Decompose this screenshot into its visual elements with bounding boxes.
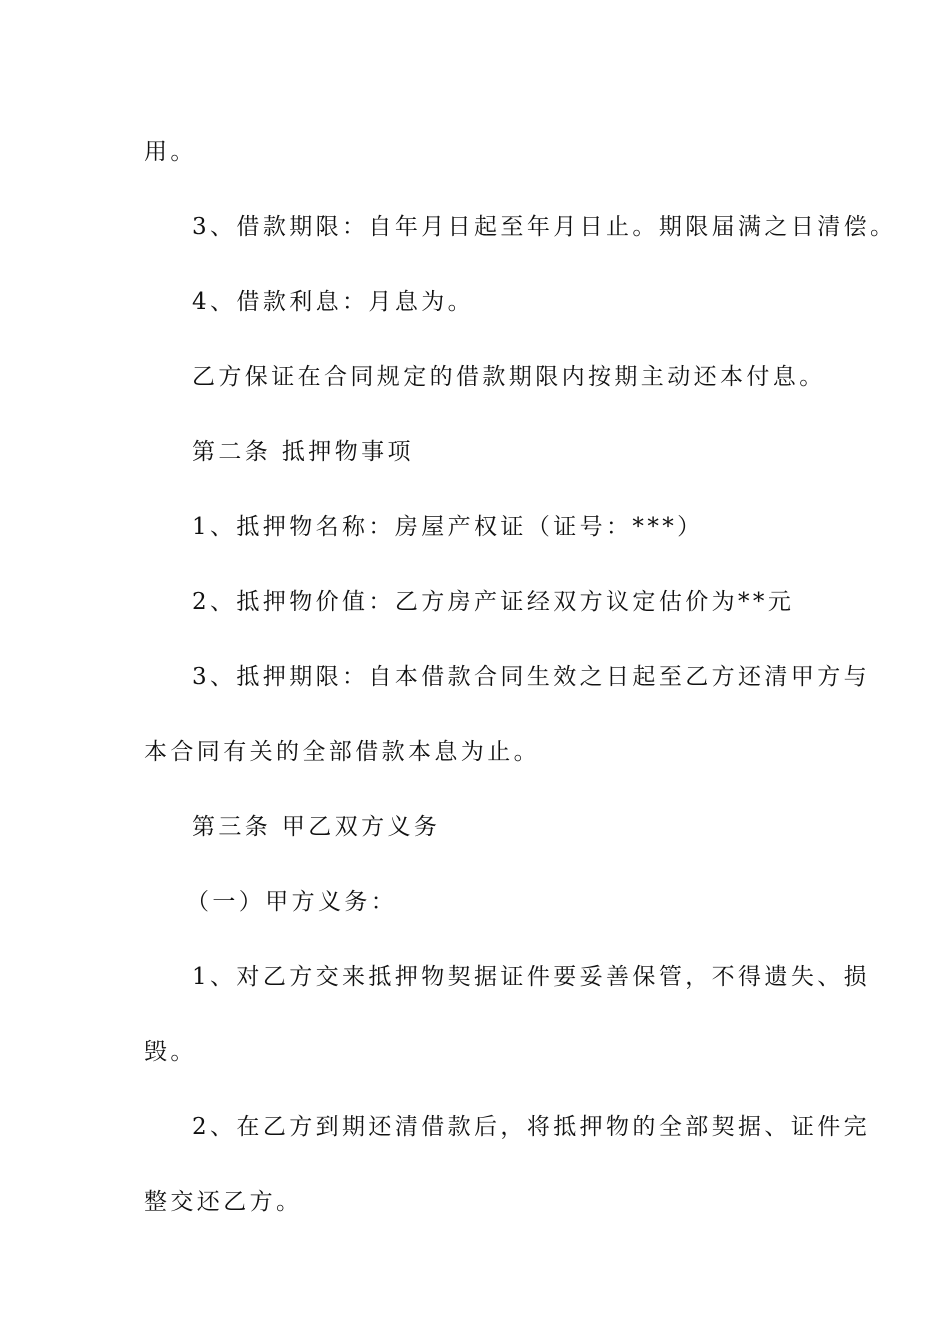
subsection-heading: （一）甲方义务： [186,889,398,915]
paragraph-line: 2、在乙方到期还清借款后，将抵押物的全部契据、证件完 [192,1114,871,1140]
paragraph-line: 1、抵押物名称：房屋产权证（证号：***） [192,514,704,540]
paragraph-line: 2、抵押物价值：乙方房产证经双方议定估价为**元 [192,589,795,615]
paragraph-line: 3、抵押期限：自本借款合同生效之日起至乙方还清甲方与 [192,664,871,690]
paragraph-line: 乙方保证在合同规定的借款期限内按期主动还本付息。 [192,364,826,390]
section-heading: 第三条 甲乙双方义务 [192,814,441,840]
paragraph-line: 毁。 [144,1039,197,1065]
paragraph-line: 用。 [144,139,197,165]
paragraph-line: 整交还乙方。 [144,1189,303,1215]
paragraph-line: 1、对乙方交来抵押物契据证件要妥善保管，不得遗失、损 [192,964,871,990]
paragraph-line: 本合同有关的全部借款本息为止。 [144,739,540,765]
section-heading: 第二条 抵押物事项 [192,439,414,465]
paragraph-line: 4、借款利息：月息为。 [192,289,475,315]
paragraph-line: 3、借款期限：自年月日起至年月日止。期限届满之日清偿。 [192,214,897,240]
